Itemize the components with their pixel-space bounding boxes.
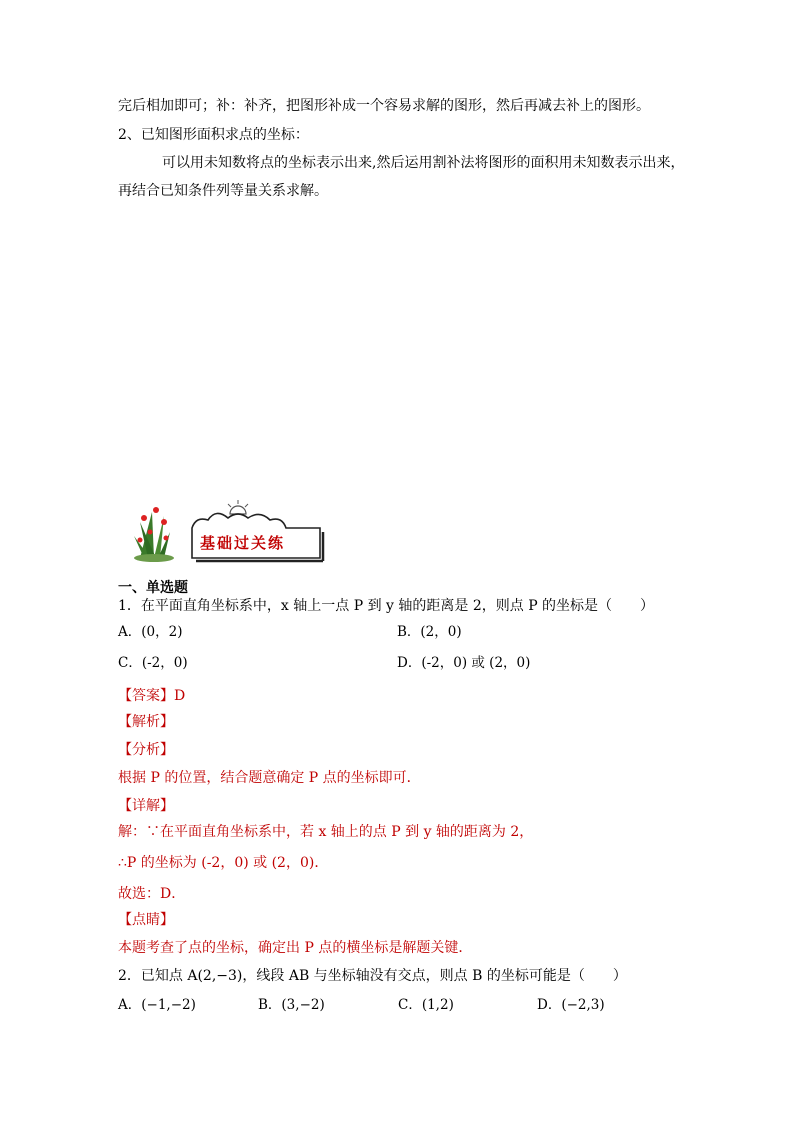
section-title: 一、单选题 (118, 580, 188, 596)
q1-answer: 【答案】D (118, 688, 186, 704)
intro-line-1: 完后相加即可；补：补齐，把图形补成一个容易求解的图形，然后再减去补上的图形。 (118, 98, 650, 114)
banner-illustration (130, 492, 326, 564)
intro-line-2: 2、已知图形面积求点的坐标： (118, 127, 309, 143)
q1-comment-head: 【点睛】 (118, 912, 174, 928)
q2-option-a: A．(−1,−2) (118, 997, 196, 1013)
q1-detail-1: 解：∵在平面直角坐标系中，若 x 轴上的点 P 到 y 轴的距离为 2， (118, 824, 534, 840)
q1-comment: 本题考查了点的坐标，确定出 P 点的横坐标是解题关键． (118, 940, 473, 956)
q1-option-d: D．(-2，0) 或 (2，0) (397, 655, 531, 671)
q1-analysis-head: 【解析】 (118, 714, 174, 730)
q1-detail-2: ∴P 的坐标为 (-2，0) 或 (2，0)． (118, 855, 329, 871)
sun-icon (228, 500, 248, 514)
q1-fenxi: 根据 P 的位置，结合题意确定 P 点的坐标即可． (118, 770, 421, 786)
q1-fenxi-head: 【分析】 (118, 742, 174, 758)
q2-option-b: B．(3,−2) (258, 997, 325, 1013)
q1-choice: 故选：D． (118, 886, 186, 902)
q1-stem: 1．在平面直角坐标系中，x 轴上一点 P 到 y 轴的距离是 2，则点 P 的坐标是（ ） (118, 598, 655, 614)
q1-option-a: A．(0，2) (118, 624, 183, 640)
q2-stem: 2．已知点 A(2,−3)，线段 AB 与坐标轴没有交点，则点 B 的坐标可能是（ ） (118, 968, 627, 984)
q1-option-c: C．(-2，0) (118, 655, 188, 671)
q2-option-d: D．(−2,3) (537, 997, 605, 1013)
q1-option-b: B．(2，0) (397, 624, 462, 640)
q1-detail-head: 【详解】 (118, 798, 174, 814)
banner-label: 基础过关练 (200, 534, 286, 552)
q2-option-c: C．(1,2) (398, 997, 454, 1013)
intro-line-3: 可以用未知数将点的坐标表示出来,然后运用割补法将图形的面积用未知数表示出来， (162, 155, 685, 171)
intro-line-4: 再结合已知条件列等量关系求解。 (118, 183, 328, 199)
plant-icon (134, 507, 174, 562)
